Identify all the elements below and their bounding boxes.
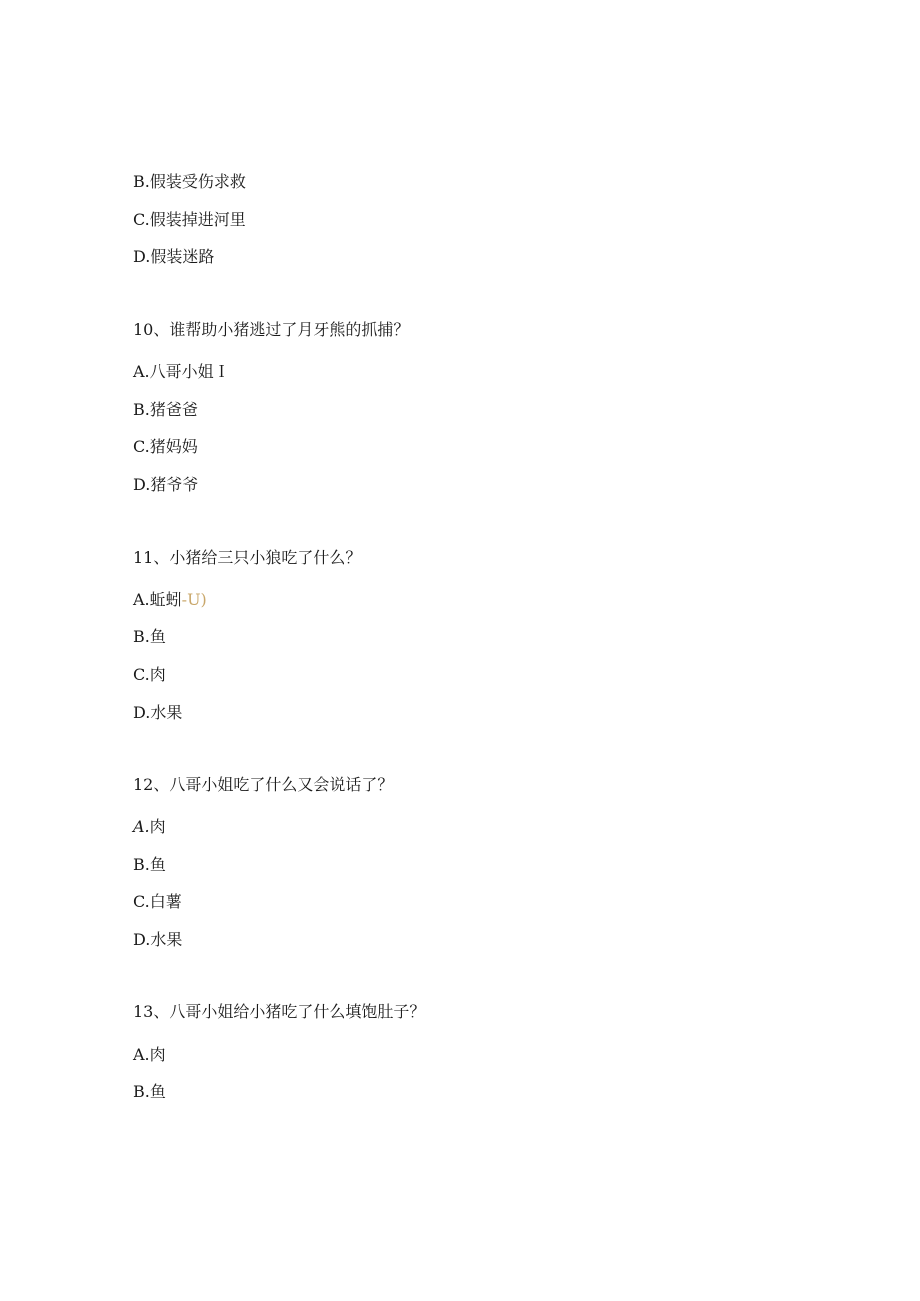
- option-label: A.: [133, 817, 150, 836]
- option-13-a: [133, 1045, 166, 1065]
- option-label: A.: [133, 1045, 150, 1064]
- option-10-a: [133, 362, 230, 382]
- option-text: 八哥小姐Ｉ: [149, 362, 230, 381]
- option-label: B.: [133, 855, 150, 874]
- option-label: C.: [133, 437, 150, 456]
- option-label: C.: [133, 665, 150, 684]
- option-label: A.: [133, 590, 150, 609]
- option-label: D.: [133, 247, 151, 266]
- option-text: 鱼: [149, 855, 166, 874]
- option-text: 肉: [149, 1045, 166, 1064]
- option-text: 假装受伤求救: [149, 172, 246, 191]
- option-label: C.: [133, 892, 150, 911]
- option-label: D.: [133, 475, 151, 494]
- option-text: 鱼: [149, 627, 166, 646]
- option-9-d: [133, 247, 214, 267]
- question-12-title: 12、八哥小姐吃了什么又会说话了？: [133, 775, 394, 794]
- option-label: A.: [133, 362, 150, 381]
- option-11-d: [133, 703, 182, 723]
- option-text: 肉: [149, 817, 166, 836]
- stray-mark: -U): [181, 590, 207, 609]
- option-label: B.: [133, 400, 150, 419]
- option-text: 鱼: [149, 1082, 166, 1101]
- question-13-title: 13、八哥小姐给小猪吃了什么填饱肚子？: [133, 1002, 426, 1021]
- option-text: 假装掉进河里: [149, 210, 246, 229]
- option-text: 猪妈妈: [149, 437, 198, 456]
- option-12-a: [133, 817, 166, 837]
- option-label: D.: [133, 703, 151, 722]
- option-text: 猪爷爷: [150, 475, 199, 494]
- option-text: 肉: [149, 665, 166, 684]
- option-label: B.: [133, 172, 150, 191]
- option-11-c: [133, 665, 166, 685]
- option-11-a: [133, 590, 207, 610]
- option-11-b: [133, 627, 166, 647]
- option-text: 假装迷路: [150, 247, 215, 266]
- question-10-title: 10、谁帮助小猪逃过了月牙熊的抓捕？: [133, 320, 410, 339]
- option-13-b: [133, 1082, 166, 1102]
- option-label: B.: [133, 1082, 150, 1101]
- option-9-c: [133, 210, 246, 230]
- option-text: 水果: [150, 703, 183, 722]
- option-label: C.: [133, 210, 150, 229]
- option-text: 猪爸爸: [149, 400, 198, 419]
- option-10-c: [133, 437, 198, 457]
- option-text: 蚯蚓: [149, 590, 182, 609]
- question-11-title: 11、小猪给三只小狼吃了什么？: [133, 548, 362, 567]
- option-12-d: [133, 930, 182, 950]
- option-label: B.: [133, 627, 150, 646]
- option-text: 水果: [150, 930, 183, 949]
- option-text: 白薯: [149, 892, 182, 911]
- option-10-b: [133, 400, 198, 420]
- option-10-d: [133, 475, 198, 495]
- option-12-b: [133, 855, 166, 875]
- option-9-b: [133, 172, 246, 192]
- option-12-c: [133, 892, 182, 912]
- option-label: D.: [133, 930, 151, 949]
